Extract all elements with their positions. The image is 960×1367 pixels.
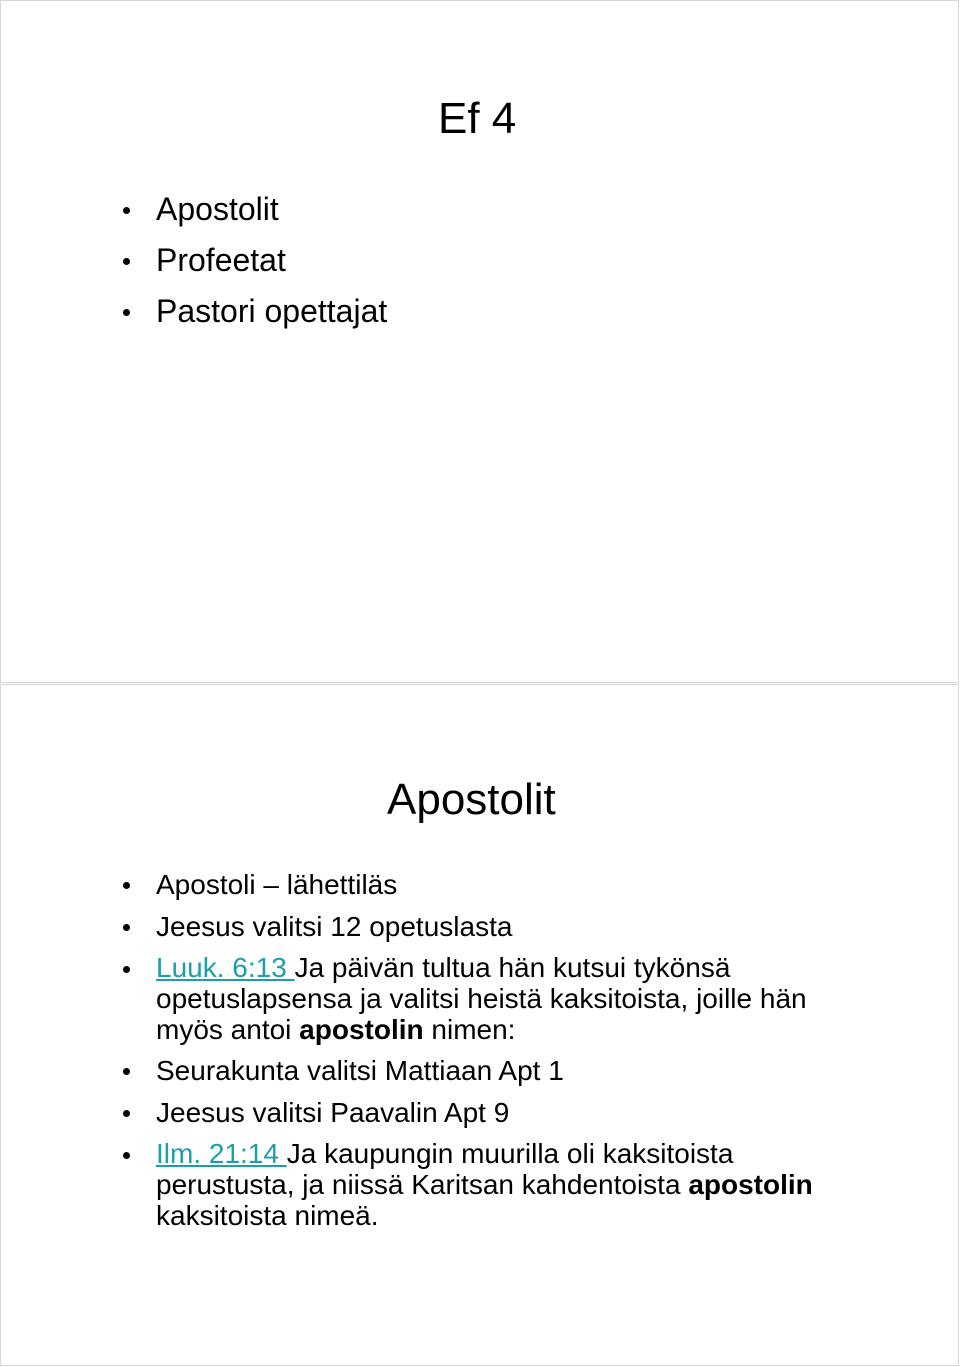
bullet-item-ilm xyxy=(123,1138,843,1231)
bullet-item: Seurakunta valitsi Mattiaan Apt 1 xyxy=(123,1054,843,1087)
bullet-list xyxy=(123,191,823,344)
bold-word: apostolin xyxy=(688,1169,813,1200)
verse-text: Ja kaupungin muurilla oli kaksitoista perustusta, ja niissä Karitsan kahdentoista xyxy=(156,1138,734,1200)
verse-text: Ja päivän tultua hän kutsui tykönsä opetuslapsensa ja valitsi heistä kaksitoista, joille hän myös antoi xyxy=(156,952,807,1045)
bullet-item: Apostolit xyxy=(123,191,823,228)
slide-title: Ef 4 xyxy=(438,94,517,143)
verse-text: nimen: xyxy=(423,1014,516,1045)
slide-title: Apostolit xyxy=(387,775,556,824)
scripture-link-luuk[interactable]: Luuk. 6:13 xyxy=(156,952,295,983)
bullet-item: Jeesus valitsi 12 opetuslasta xyxy=(123,910,843,943)
scripture-link-ilm[interactable]: Ilm. 21:14 xyxy=(156,1138,287,1169)
bullet-item-luuk xyxy=(123,952,843,1045)
bullet-item: Profeetat xyxy=(123,242,823,279)
slide-apostolit xyxy=(0,684,959,1366)
bold-word: apostolin xyxy=(299,1014,424,1045)
bullet-list xyxy=(123,868,843,1240)
verse-text: kaksitoista nimeä. xyxy=(156,1200,379,1231)
bullet-item: Apostoli – lähettiläs xyxy=(123,868,843,901)
slide-ef4 xyxy=(0,0,959,683)
bullet-item: Jeesus valitsi Paavalin Apt 9 xyxy=(123,1096,843,1129)
bullet-item: Pastori opettajat xyxy=(123,293,823,330)
